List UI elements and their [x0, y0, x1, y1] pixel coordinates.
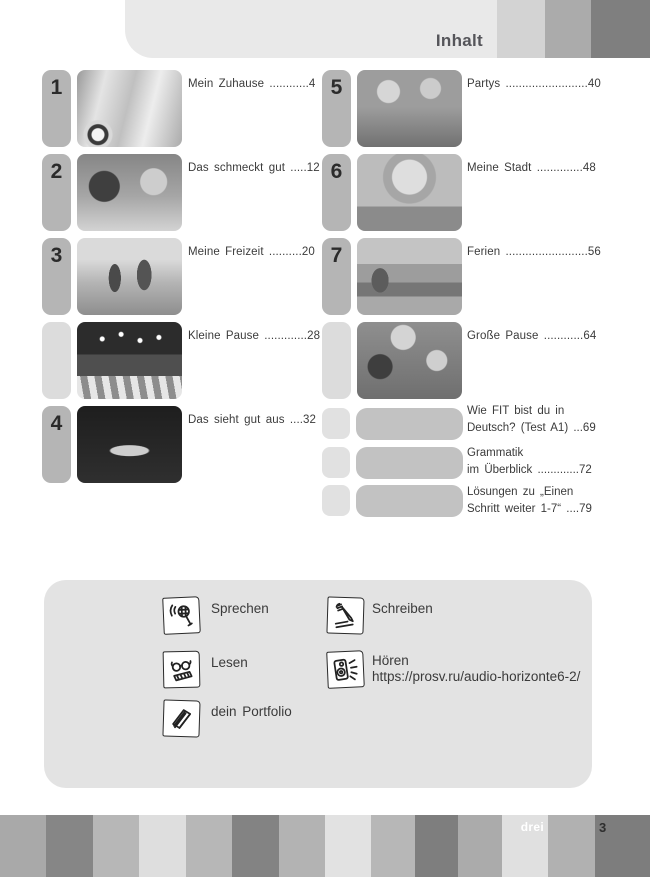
toc-row	[322, 238, 650, 315]
bedroom-photo	[77, 70, 182, 147]
toc-entry: Partys .........................40	[467, 78, 601, 90]
page-title: Inhalt	[435, 31, 483, 50]
footer-block	[458, 815, 502, 877]
toc-row	[42, 406, 315, 483]
city-photo	[357, 154, 462, 231]
toc-entry: Kleine Pause .............28	[188, 330, 321, 342]
toc-entry: Große Pause ............64	[467, 330, 597, 342]
footer-block	[93, 815, 139, 877]
audio-url: https://prosv.ru/audio-horizonte6-2/	[372, 669, 581, 684]
footer-block	[232, 815, 279, 877]
extra-tab	[322, 408, 350, 439]
portfolio-label: dein Portfolio	[211, 704, 292, 719]
hoeren-title: Hören	[372, 653, 409, 668]
footer-mosaic	[0, 815, 650, 877]
chapter-4-tab: 4	[42, 406, 71, 483]
toc-entry: Das sieht gut aus ....32	[188, 414, 317, 426]
extra-tab	[322, 485, 350, 516]
toc-entry: Meine Freizeit ..........20	[188, 246, 315, 258]
header-mosaic-block	[497, 0, 545, 58]
chapter-5-tab: 5	[322, 70, 351, 147]
toc-entry-line: Wie FIT bist du in	[467, 405, 565, 417]
toc-entry	[467, 484, 592, 518]
acrobatics-photo	[77, 406, 182, 483]
chapter-1-tab: 1	[42, 70, 71, 147]
soccer-photo	[77, 238, 182, 315]
header-bar	[125, 0, 497, 58]
reading-glasses-icon	[163, 651, 201, 689]
footer-block	[502, 815, 548, 877]
toc-entry-line: Lösungen zu „Einen	[467, 486, 574, 498]
lesen-label: Lesen	[211, 655, 248, 670]
hoeren-label	[372, 653, 580, 685]
toc-row	[42, 322, 321, 399]
toc-extra-row	[322, 447, 650, 479]
extra-placeholder-bar	[356, 447, 463, 479]
toc-row	[42, 238, 315, 315]
toc-extra-row	[322, 405, 650, 440]
footer-block	[415, 815, 458, 877]
footer-block	[186, 815, 232, 877]
cafe-photo	[357, 322, 462, 399]
toc-row	[42, 154, 320, 231]
sprechen-label: Sprechen	[211, 601, 269, 616]
footer-block	[279, 815, 325, 877]
advent-wreath-photo	[77, 322, 182, 399]
writing-hand-icon	[326, 596, 364, 634]
extra-placeholder-bar	[356, 408, 463, 440]
portfolio-book-icon	[162, 699, 200, 737]
toc-row	[322, 322, 650, 399]
header-mosaic-block	[591, 0, 650, 58]
toc-entry: Mein Zuhause ............4	[188, 78, 316, 90]
page-number: 3	[599, 820, 607, 835]
footer-block	[595, 815, 650, 877]
chapter-7-tab: 7	[322, 238, 351, 315]
extra-placeholder-bar	[356, 485, 463, 517]
footer-block	[139, 815, 186, 877]
pause-tab	[42, 322, 71, 399]
toc-entry: Das schmeckt gut .....12	[188, 162, 320, 174]
toc-entry: Meine Stadt ..............48	[467, 162, 596, 174]
page-word: drei	[520, 820, 544, 834]
toc-row	[42, 70, 315, 147]
chapter-2-tab: 2	[42, 154, 71, 231]
toc-entry	[467, 403, 596, 437]
holiday-photo	[357, 238, 462, 315]
chapter-6-tab: 6	[322, 154, 351, 231]
schreiben-label: Schreiben	[372, 601, 433, 616]
toc-entry-line: Deutsch? (Test A1) ...69	[467, 422, 596, 434]
pause-tab	[322, 322, 351, 399]
footer-block	[0, 815, 46, 877]
toc-row	[322, 154, 650, 231]
header-mosaic-block	[545, 0, 591, 58]
microphone-icon	[162, 596, 201, 635]
speaker-icon	[326, 650, 365, 689]
footer-block	[325, 815, 371, 877]
symbols-legend	[44, 580, 592, 788]
toc-entry: Ferien .........................56	[467, 246, 601, 258]
toc-entry-line: im Überblick .............72	[467, 464, 592, 476]
chapter-3-tab: 3	[42, 238, 71, 315]
toc-extra-row	[322, 485, 650, 517]
extra-tab	[322, 447, 350, 478]
footer-block	[46, 815, 93, 877]
toc-entry-line: Schritt weiter 1-7“ ....79	[467, 503, 592, 515]
eating-photo	[77, 154, 182, 231]
party-photo	[357, 70, 462, 147]
toc-row	[322, 70, 650, 147]
toc-entry	[467, 445, 592, 479]
footer-block	[548, 815, 595, 877]
toc-entry-line: Grammatik	[467, 447, 524, 459]
footer-block	[371, 815, 415, 877]
